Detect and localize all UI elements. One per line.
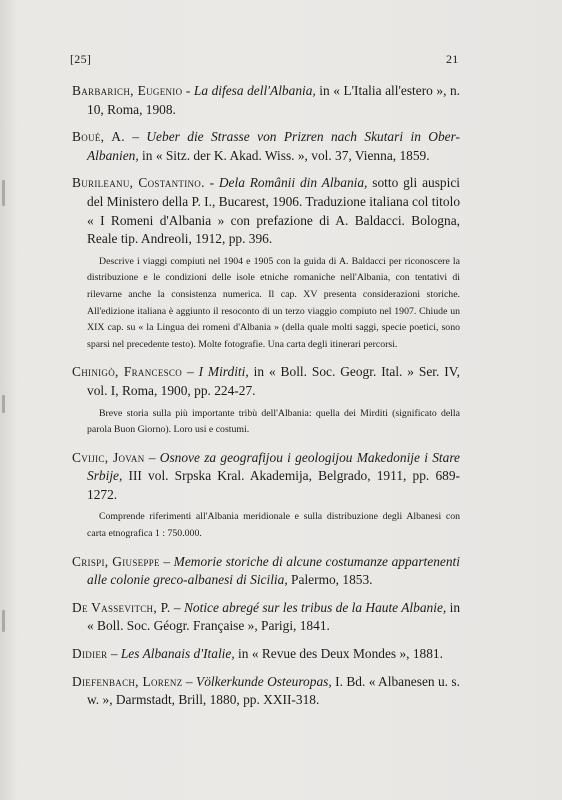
bibliography-entry xyxy=(72,128,460,165)
bibliography-entry xyxy=(72,599,460,636)
bibliography-entry xyxy=(72,673,460,710)
entry-details: in « Boll. Soc. Geogr. Ital. » Ser. IV, vol. I, Roma, 1900, pp. 224-27. xyxy=(87,364,461,398)
page-section-number: [25] xyxy=(70,52,92,66)
entry-author: Crispi, Giuseppe xyxy=(72,553,160,569)
entry-author: De Vassevitch, P. xyxy=(72,599,171,615)
entry-title: Ueber die Strasse von Prizren nach Skutari in Ober-Albanien, xyxy=(87,129,461,163)
entry-title: La difesa dell'Albania, xyxy=(193,83,316,98)
entry-author: Barbarich, Eugenio xyxy=(72,83,183,98)
entry-separator: – xyxy=(124,129,147,145)
entry-annotation: Breve storia sulla più importante tribù dell'Albania: quella dei Mirditi (significato della parola Buon Giorno). Loro usi e costumi. xyxy=(87,407,460,436)
entry-author: Diefenbach, Lorenz xyxy=(72,673,183,689)
entry-title: Notice abregé sur les tribus de la Haute Albanie, xyxy=(183,599,447,615)
entry-separator: – xyxy=(144,449,160,465)
entry-details: I. Bd. « Albanesen u. s. w. », Darmstadt, Brill, 1880, pp. XXII-318. xyxy=(87,673,460,708)
entry-details: in « L'Italia all'estero », n. 10, Roma, 1908. xyxy=(87,83,460,117)
entry-title: Dela Românii din Albania, xyxy=(218,175,368,191)
entry-title: Osnove za geografijou i geologijou Makedonije i Stare Srbije, xyxy=(87,449,461,484)
entry-separator: – xyxy=(107,646,121,662)
entry-title: I Mirditi, xyxy=(198,364,249,380)
bibliography-entry xyxy=(72,363,460,400)
entry-details: in « Sitz. der K. Akad. Wiss. », vol. 37, Vienna, 1859. xyxy=(138,147,430,163)
entry-annotation: Descrive i viaggi compiuti nel 1904 e 1905 con la guida di A. Baldacci per riconoscere la distribuzione e le condizioni delle isole etniche romaniche nell'Albania, con tentativi di rilevarne anche la consistenza numerica. Il cap. XV presenta considerazioni storiche. All'edizione italiana è aggiunto il resoconto di un terzo viaggio compiuto nel 1907. Chiude un XIX cap. su « la Lingua dei romeni d'Albania » (della quale molti saggi, specie poetici, sono sparsi nel precedente testo). Molte fotografie. Una carta degli itinerari percorsi. xyxy=(87,255,460,350)
entry-details: in « Revue des Deux Mondes », 1881. xyxy=(234,646,443,662)
entry-details: in « Boll. Soc. Géogr. Française », Parigi, 1841. xyxy=(87,599,461,634)
entry-details: Palermo, 1853. xyxy=(287,572,373,588)
entry-author: Boué, A. xyxy=(72,129,125,145)
page-number: 21 xyxy=(446,52,459,66)
entry-title: Völkerkunde Osteuropas, xyxy=(196,673,332,689)
entry-details: III vol. Srpska Kral. Akademija, Belgrado, 1911, pp. 689-1272. xyxy=(87,468,460,502)
entry-separator: – xyxy=(170,599,184,615)
entry-details: sotto gli auspici del Ministero della P. I., Bucarest, 1906. Traduzione italiana col titolo « I Romeni d'Albania » con prefazione di A. Baldacci. Bologna, Reale tip. Andreoli, 1912, pp. 396. xyxy=(87,175,461,247)
bibliography-entry xyxy=(72,82,460,119)
bibliography-entry xyxy=(72,449,460,505)
entry-separator: – xyxy=(182,673,197,689)
entry-title: Les Albanais d'Italie, xyxy=(120,646,235,662)
entry-separator: - xyxy=(204,175,219,191)
entry-separator: – xyxy=(182,364,199,380)
entry-separator: - xyxy=(182,83,194,98)
page-edge-mark xyxy=(2,610,5,632)
bibliography-entry xyxy=(72,553,460,590)
entry-author: Cvijic, Jovan xyxy=(72,449,145,465)
entry-annotation: Comprende riferimenti all'Albania meridionale e sulla distribuzione degli Albanesi con carta etnografica 1 : 750.000. xyxy=(87,511,460,540)
page-edge-mark xyxy=(2,395,5,413)
bibliography-entry xyxy=(72,174,460,248)
entry-separator: – xyxy=(159,553,174,569)
entry-author: Didier xyxy=(72,646,108,662)
bibliography-list xyxy=(72,82,460,719)
page-edge-mark xyxy=(2,180,5,206)
entry-title: Memorie storiche di alcune costumanze appartenenti alle colonie greco-albanesi di Sicilia, xyxy=(87,553,460,588)
entry-author: Burileanu, Costantino. xyxy=(72,175,205,191)
bibliography-entry xyxy=(72,645,460,664)
entry-author: Chinigò, Francesco xyxy=(72,364,183,380)
